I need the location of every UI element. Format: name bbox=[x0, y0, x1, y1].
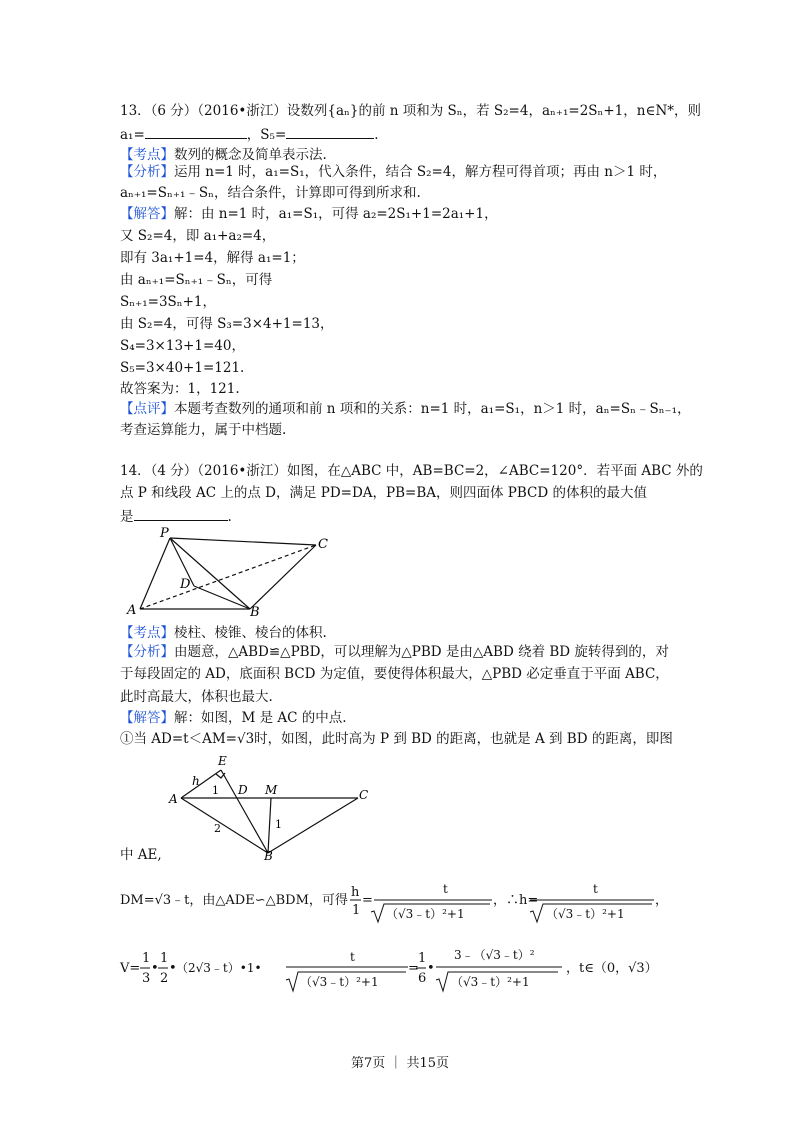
root-inner-4: （√3﹣t）²+1 bbox=[451, 975, 530, 989]
f12-num: 1 bbox=[160, 951, 169, 966]
dianping-tag: 【点评】 bbox=[120, 401, 174, 417]
q14-fenxi-2: 于每段固定的 AD，底面积 BCD 为定值，要使得体积最大，△PBD 必定垂直于平面 ABC， bbox=[120, 666, 669, 682]
q14-jieda-1 bbox=[120, 709, 347, 727]
f12-den: 2 bbox=[160, 971, 169, 986]
frac-h-den: 1 bbox=[352, 903, 361, 918]
q14-case1-ae: 中 AE, bbox=[120, 847, 162, 863]
kaodian-tag: 【考点】 bbox=[120, 147, 174, 163]
edge-bc bbox=[250, 545, 316, 609]
f13-den: 3 bbox=[142, 971, 151, 986]
q13-kaodian-text: 数列的概念及简单表示法. bbox=[174, 147, 327, 163]
formula-volume bbox=[118, 942, 678, 996]
label-d: D bbox=[180, 577, 191, 592]
q13-jieda-6: 由 S₂=4，可得 S₃=3×4+1=13， bbox=[120, 316, 334, 332]
label-e: E bbox=[218, 754, 227, 768]
segment-ab bbox=[181, 798, 268, 853]
therefore-h: ，∴h= bbox=[493, 893, 539, 908]
formula-similar-triangles bbox=[118, 876, 678, 926]
root-inner-3: （√3﹣t）²+1 bbox=[300, 975, 379, 989]
q14-case1-line: ①当 AD=t＜AM=√3时，如图，此时高为 P 到 BD 的距离，也就是 A 到 BD 的距离，即图 bbox=[120, 731, 673, 747]
f16-num: 1 bbox=[418, 951, 427, 966]
q13-fenxi-text-1: 运用 n=1 时，a₁=S₁，代入条件，结合 S₂=4，解方程可得首项；再由 n＞1 时， bbox=[174, 164, 667, 180]
q13-line-2 bbox=[120, 124, 379, 144]
v-start: V= bbox=[120, 961, 141, 976]
q13-line-1: 13．（6 分）（2016•浙江）设数列{aₙ}的前 n 项和为 Sₙ，若 S₂=4，aₙ₊₁=2Sₙ+1，n∈N*，则 bbox=[120, 103, 702, 119]
v-eq: = bbox=[408, 961, 419, 976]
q13-jieda-3: 即有 3a₁+1=4，解得 a₁=1； bbox=[120, 250, 305, 266]
fenxi-tag: 【分析】 bbox=[120, 164, 174, 180]
q13-dianping-text-1: 本题考查数列的通项和前 n 项和的关系：n=1 时，a₁=S₁，n＞1 时，aₙ=Sₙ﹣Sₙ₋₁， bbox=[174, 401, 691, 417]
q13-jieda-4: 由 aₙ₊₁=Sₙ₊₁﹣Sₙ，可得 bbox=[120, 272, 273, 288]
label-a2: A bbox=[169, 792, 178, 806]
q14-line-2: 点 P 和线段 AC 上的点 D，满足 PD=DA，PB=BA，则四面体 PBCD 的体积的最大值 bbox=[120, 485, 648, 501]
q14-shi: 是 bbox=[120, 509, 134, 525]
q13-jieda-7: S₄=3×13+1=40， bbox=[120, 338, 245, 354]
q13-jieda-8: S₅=3×40+1=121. bbox=[120, 360, 245, 376]
label-c: C bbox=[318, 537, 328, 552]
label-m: M bbox=[265, 783, 278, 797]
f16-den: 6 bbox=[418, 971, 427, 986]
jieda-tag: 【解答】 bbox=[120, 206, 174, 222]
label-1-mb: 1 bbox=[275, 818, 282, 831]
dot-2: • bbox=[169, 961, 177, 976]
dm-text: DM=√3﹣t，由△ADE∽△BDM，可得 bbox=[120, 893, 348, 908]
q13-jieda-2: 又 S₂=4，即 a₁+a₂=4， bbox=[120, 228, 276, 244]
q14-answer-blank bbox=[134, 506, 228, 521]
eq-sign-1: = bbox=[362, 893, 373, 908]
root-inner-1: （√3﹣t）²+1 bbox=[386, 907, 465, 921]
jieda-tag: 【解答】 bbox=[120, 710, 174, 726]
right-angle-mark-e bbox=[216, 773, 225, 778]
frac-h-num: h bbox=[351, 885, 360, 900]
q13-jieda-1 bbox=[120, 205, 498, 223]
frac-t-num-2: t bbox=[593, 882, 598, 896]
q14-line-1: 14．（4 分）（2016•浙江）如图，在△ABC 中，AB=BC=2，∠ABC=120°．若平面 ABC 外的 bbox=[120, 463, 703, 479]
kaodian-tag: 【考点】 bbox=[120, 625, 174, 641]
frac-t-num-1: t bbox=[443, 882, 448, 896]
label-b2: B bbox=[264, 849, 273, 862]
q13-fenxi-2: aₙ₊₁=Sₙ₊₁﹣Sₙ，结合条件，计算即可得到所求和. bbox=[120, 185, 421, 201]
edge-pb bbox=[170, 538, 250, 609]
edge-pc bbox=[170, 538, 316, 545]
f13-num: 1 bbox=[142, 951, 151, 966]
segment-mb bbox=[268, 798, 271, 853]
fenxi-tag: 【分析】 bbox=[120, 644, 174, 660]
v-num2: 3﹣（√3﹣t）² bbox=[454, 948, 535, 962]
dot-1: • bbox=[151, 961, 159, 976]
q14-kaodian bbox=[120, 624, 327, 642]
q13-dianping-2: 考查运算能力，属于中档题. bbox=[120, 422, 287, 438]
label-d2: D bbox=[238, 783, 248, 797]
q14-kaodian-text: 棱柱、棱锥、棱台的体积. bbox=[174, 625, 327, 641]
triangle-ade-figure bbox=[168, 752, 378, 862]
q13-a1-label: a₁= bbox=[120, 127, 145, 143]
tetrahedron-figure bbox=[120, 524, 350, 620]
q14-fenxi-1 bbox=[120, 643, 669, 661]
q13-s5-label: ，S₅= bbox=[246, 127, 287, 143]
edge-pa bbox=[140, 538, 170, 609]
label-1-ad: 1 bbox=[212, 784, 219, 797]
label-c2: C bbox=[359, 788, 369, 802]
label-2-ab: 2 bbox=[214, 822, 221, 835]
q13-jieda-5: Sₙ₊₁=3Sₙ+1， bbox=[120, 294, 217, 310]
dot-3: • bbox=[427, 961, 435, 976]
frac-t-num-3: t bbox=[350, 950, 355, 964]
v-mid: （2√3﹣t）•1• bbox=[176, 961, 262, 975]
label-b: B bbox=[250, 605, 260, 620]
q13-period: . bbox=[374, 127, 379, 143]
q13-answer-blank-1 bbox=[145, 124, 247, 139]
q13-kaodian bbox=[120, 146, 327, 164]
label-p: P bbox=[160, 526, 169, 541]
label-h: h bbox=[192, 774, 200, 788]
root-inner-2: （√3﹣t）²+1 bbox=[546, 907, 625, 921]
q14-jieda-text-1: 解：如图，M 是 AC 的中点. bbox=[174, 710, 347, 726]
q14-fenxi-text-1: 由题意，△ABD≌△PBD，可以理解为△PBD 是由△ABD 绕着 BD 旋转得到的，对 bbox=[174, 644, 669, 660]
q13-jieda-9: 故答案为：1，121. bbox=[120, 381, 240, 397]
q14-fenxi-3: 此时高最大，体积也最大. bbox=[120, 689, 273, 705]
q13-jieda-text-1: 解：由 n=1 时，a₁=S₁，可得 a₂=2S₁+1=2a₁+1， bbox=[174, 206, 498, 222]
comma-end: ， bbox=[655, 893, 669, 908]
page-footer: 第7页 ｜ 共15页 bbox=[350, 1056, 450, 1071]
t-domain: ，t∈（0，√3） bbox=[566, 961, 658, 976]
label-a: A bbox=[127, 603, 137, 618]
q13-dianping-1 bbox=[120, 400, 691, 418]
q14-period: . bbox=[227, 509, 232, 525]
q13-fenxi-1 bbox=[120, 163, 666, 181]
q14-line-3 bbox=[120, 506, 232, 526]
q13-answer-blank-2 bbox=[286, 124, 374, 139]
edge-db bbox=[194, 586, 250, 609]
